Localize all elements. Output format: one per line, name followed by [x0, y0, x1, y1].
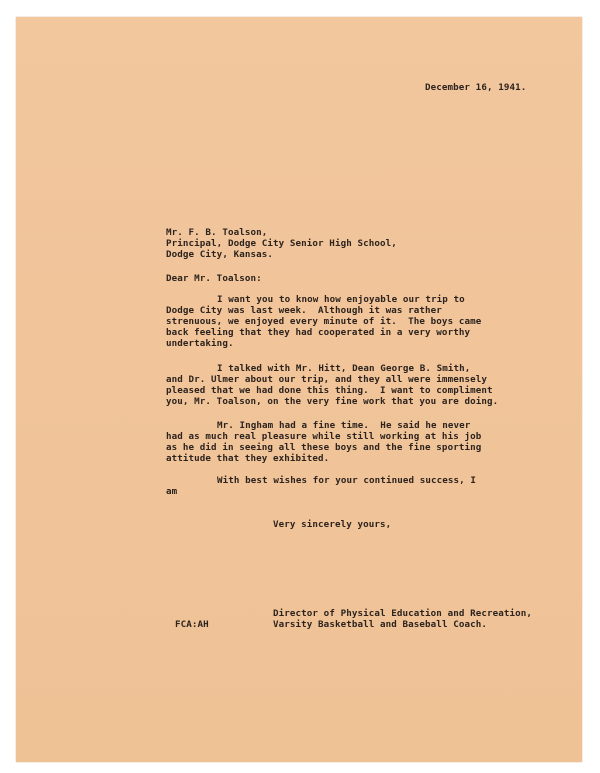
- paragraph-2-line: pleased that we had done this thing. I want to compliment: [166, 385, 493, 396]
- paragraph-3-line: attitude that they exhibited.: [166, 453, 330, 464]
- paragraph-3-line: had as much real pleasure while still working at his job: [166, 431, 482, 442]
- closing: Very sincerely yours,: [273, 519, 392, 530]
- paragraph-2-line: and Dr. Ulmer about our trip, and they all were immensely: [166, 374, 487, 385]
- recipient-title: Principal, Dodge City Senior High School,: [166, 238, 397, 249]
- paragraph-4-line: am: [166, 486, 178, 497]
- signature-title-line: Director of Physical Education and Recreation,: [273, 608, 533, 619]
- recipient-city: Dodge City, Kansas.: [166, 249, 273, 260]
- paragraph-2-line: I talked with Mr. Hitt, Dean George B. Smith,: [217, 363, 471, 374]
- recipient-name: Mr. F. B. Toalson,: [166, 227, 268, 238]
- reference-initials: FCA:AH: [175, 619, 209, 630]
- letter-date: December 16, 1941.: [425, 82, 527, 93]
- paragraph-1-line: back feeling that they had cooperated in a very worthy: [166, 327, 471, 338]
- paragraph-1-line: strenuous, we enjoyed every minute of it. The boys came: [166, 316, 482, 327]
- paragraph-4-line: With best wishes for your continued success, I: [217, 475, 477, 486]
- paragraph-3-line: as he did in seeing all these boys and the fine sporting: [166, 442, 482, 453]
- paragraph-1-line: Dodge City was last week. Although it was rather: [166, 305, 442, 316]
- signature-title-line: Varsity Basketball and Baseball Coach.: [273, 619, 487, 630]
- letter-page: [16, 17, 582, 762]
- paragraph-1-line: I want you to know how enjoyable our trip to: [217, 294, 465, 305]
- paragraph-2-line: you, Mr. Toalson, on the very fine work that you are doing.: [166, 396, 499, 407]
- paragraph-1-line: undertaking.: [166, 338, 234, 349]
- paragraph-3-line: Mr. Ingham had a fine time. He said he never: [217, 420, 471, 431]
- salutation: Dear Mr. Toalson:: [166, 273, 262, 284]
